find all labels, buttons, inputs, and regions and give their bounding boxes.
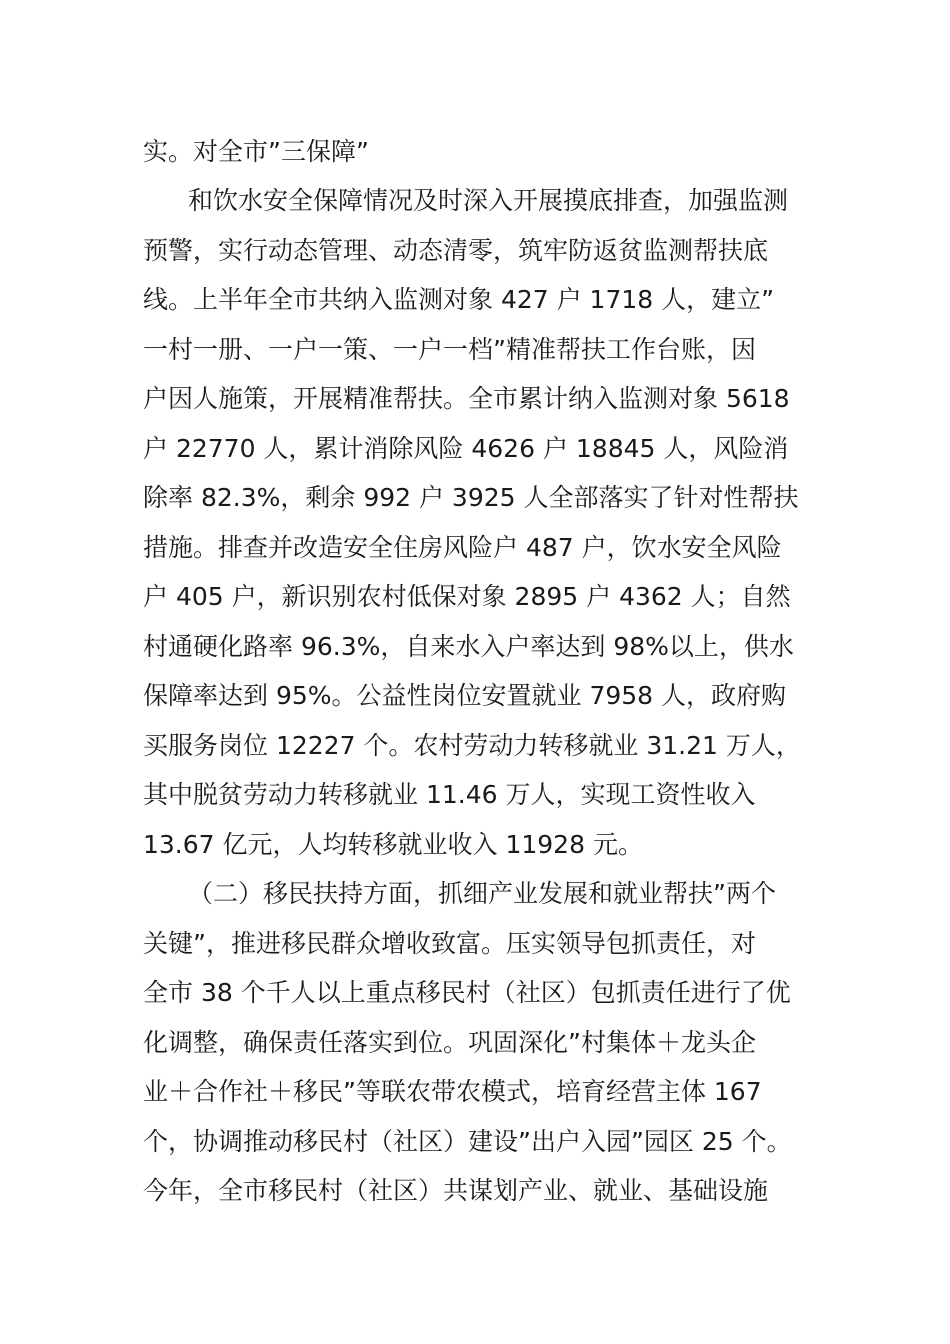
text-line-12: 保障率达到 95%。公益性岗位安置就业 7958 人，政府购	[143, 681, 787, 710]
text-line-14: 其中脱贫劳动力转移就业 11.46 万人，实现工资性收入	[143, 780, 756, 809]
paragraph-first-line: 和饮水安全保障情况及时深入开展摸底排查，加强监测	[188, 186, 789, 215]
text-line-18: 全市 38 个千人以上重点移民村（社区）包抓责任进行了优	[143, 978, 791, 1007]
text-line-8: 除率 82.3%，剩余 992 户 3925 人全部落实了针对性帮扶	[143, 483, 799, 512]
text-line-19: 化调整，确保责任落实到位。巩固深化”村集体＋龙头企	[143, 1028, 756, 1057]
text-line-11: 村通硬化路率 96.3%，自来水入户率达到 98%以上，供水	[143, 632, 794, 661]
section-heading-line: （二）移民扶持方面，抓细产业发展和就业帮扶”两个	[188, 879, 776, 908]
text-line-13: 买服务岗位 12227 个。农村劳动力转移就业 31.21 万人，	[143, 731, 801, 760]
text-line-17: 关键”，推进移民群众增收致富。压实领导包抓责任，对	[143, 929, 756, 958]
text-line-6: 户因人施策，开展精准帮扶。全市累计纳入监测对象 5618	[143, 384, 790, 413]
text-line-15: 13.67 亿元，人均转移就业收入 11928 元。	[143, 830, 643, 859]
text-line-22: 今年，全市移民村（社区）共谋划产业、就业、基础设施	[143, 1176, 769, 1205]
text-line-4: 线。上半年全市共纳入监测对象 427 户 1718 人，建立”	[143, 285, 775, 314]
text-line-9: 措施。排查并改造安全住房风险户 487 户，饮水安全风险	[143, 533, 782, 562]
text-line-1: 实。对全市”三保障”	[143, 137, 369, 166]
text-line-3: 预警，实行动态管理、动态清零，筑牢防返贫监测帮扶底	[143, 236, 769, 265]
text-line-5: 一村一册、一户一策、一户一档”精准帮扶工作台账，因	[143, 335, 756, 364]
text-line-21: 个，协调推动移民村（社区）建设”出户入园”园区 25 个。	[143, 1127, 792, 1156]
text-line-20: 业＋合作社＋移民”等联农带农模式，培育经营主体 167	[143, 1077, 762, 1106]
text-line-10: 户 405 户，新识别农村低保对象 2895 户 4362 人；自然	[143, 582, 791, 611]
text-line-7: 户 22770 人，累计消除风险 4626 户 18845 人，风险消	[143, 434, 789, 463]
